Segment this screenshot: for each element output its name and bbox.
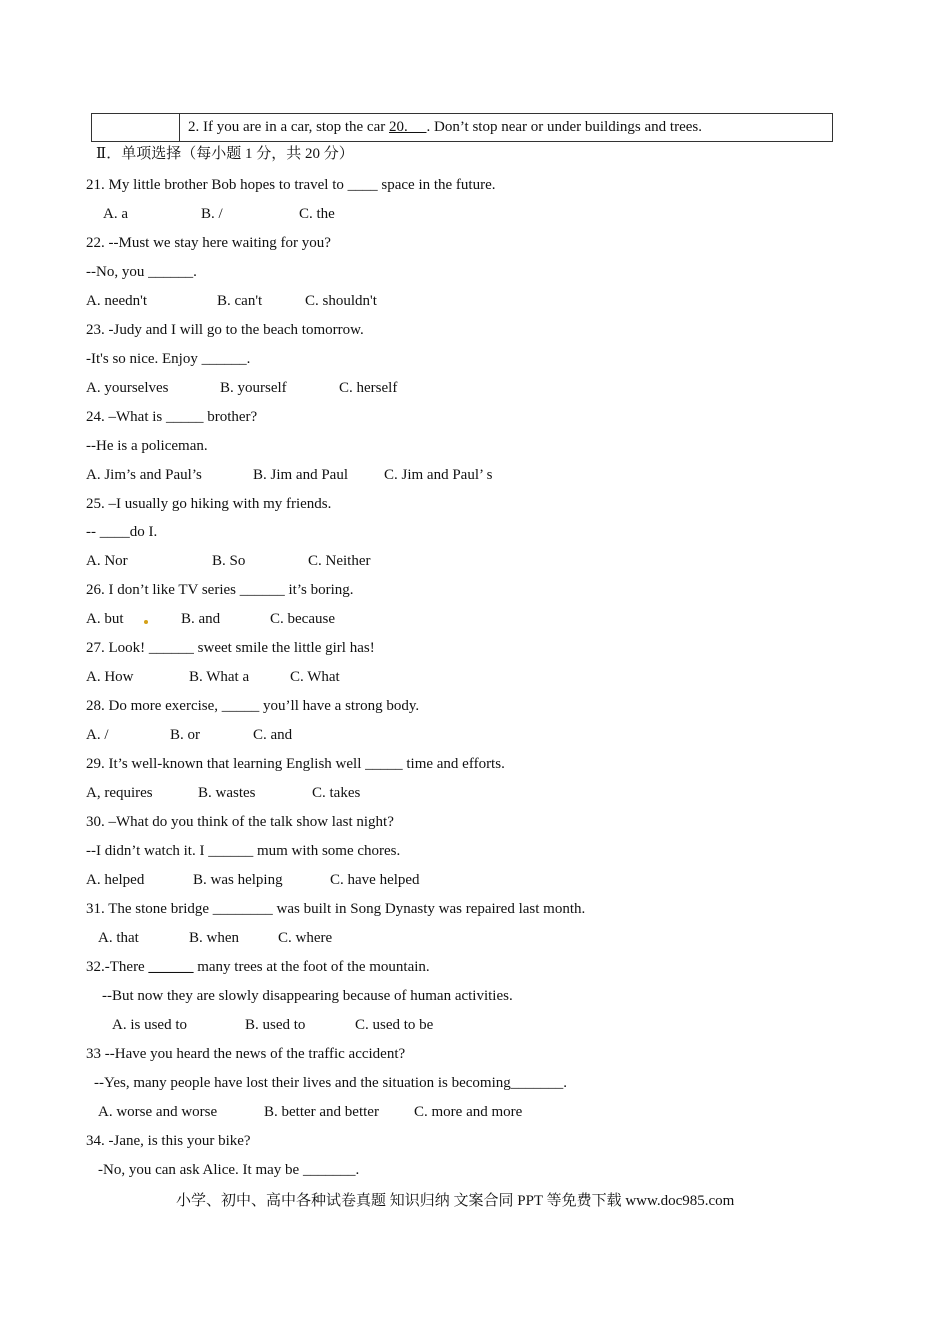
q32-stem <box>86 957 430 977</box>
q27-stem: 27. Look! ______ sweet smile the little girl has! <box>86 640 375 656</box>
q32-option-c: C. used to be <box>355 1017 434 1033</box>
q22-stem: 22. --Must we stay here waiting for you? <box>86 235 331 251</box>
q21-option-a: A. a <box>103 206 128 222</box>
q31-stem: 31. The stone bridge ________ was built in Song Dynasty was repaired last month. <box>86 901 586 917</box>
q24-option-a: A. Jim’s and Paul’s <box>86 467 202 483</box>
q24-stem: 24. –What is _____ brother? <box>86 409 258 425</box>
section-heading: Ⅱ．单项选择（每小题 1 分，共 20 分） <box>96 146 354 162</box>
q29-option-c: C. takes <box>312 785 361 801</box>
q21-option-c: C. the <box>299 206 335 222</box>
q33-option-c: C. more and more <box>414 1104 523 1120</box>
q21-stem: 21. My little brother Bob hopes to travel to ____ space in the future. <box>86 177 496 193</box>
table-text-after: . Don’t stop near or under buildings and trees. <box>426 119 702 135</box>
q30-reply: --I didn’t watch it. I ______ mum with some chores. <box>86 843 401 859</box>
q22-option-c: C. shouldn't <box>305 293 377 309</box>
q31-option-b: B. when <box>189 930 239 946</box>
q25-reply: -- ____do I. <box>86 524 158 540</box>
q27-option-b: B. What a <box>189 669 250 685</box>
q25-option-c: C. Neither <box>308 553 371 569</box>
q27-option-c: C. What <box>290 669 340 685</box>
q29-stem: 29. It’s well-known that learning English well _____ time and efforts. <box>86 756 505 772</box>
q32-stem-after: many trees at the foot of the mountain. <box>193 959 430 975</box>
q31-option-c: C. where <box>278 930 333 946</box>
q33-option-a: A. worse and worse <box>98 1104 218 1120</box>
q22-reply: --No, you ______. <box>86 264 197 280</box>
q24-option-b: B. Jim and Paul <box>253 467 349 483</box>
q22-option-b: B. can't <box>217 293 263 309</box>
q30-option-c: C. have helped <box>330 872 420 888</box>
q29-option-a: A, requires <box>86 785 153 801</box>
q29-option-b: B. wastes <box>198 785 256 801</box>
blank-20: 20. <box>388 119 427 135</box>
q32-option-b: B. used to <box>245 1017 306 1033</box>
q26-option-c: C. because <box>270 611 335 627</box>
q23-option-a: A. yourselves <box>86 380 169 396</box>
q27-option-a: A. How <box>86 669 134 685</box>
q32-blank: ______ <box>148 959 194 975</box>
q32-stem-before: 32.-There <box>86 959 149 975</box>
q30-stem: 30. –What do you think of the talk show last night? <box>86 814 394 830</box>
q25-option-b: B. So <box>212 553 246 569</box>
q23-reply: -It's so nice. Enjoy ______. <box>86 351 251 367</box>
q33-option-b: B. better and better <box>264 1104 379 1120</box>
q32-reply: --But now they are slowly disappearing because of human activities. <box>102 988 513 1004</box>
page-footer: 小学、初中、高中各种试卷真题 知识归纳 文案合同 PPT 等免费下载 www.doc985.com <box>176 1193 735 1209</box>
q21-option-b: B. / <box>201 206 223 222</box>
q31-option-a: A. that <box>98 930 139 946</box>
q30-option-b: B. was helping <box>193 872 283 888</box>
q33-reply: --Yes, many people have lost their lives and the situation is becoming_______. <box>94 1075 567 1091</box>
q23-option-b: B. yourself <box>220 380 287 396</box>
q23-stem: 23. -Judy and I will go to the beach tomorrow. <box>86 322 364 338</box>
q25-option-a: A. Nor <box>86 553 128 569</box>
q24-reply: --He is a policeman. <box>86 438 208 454</box>
table-left-cell <box>92 114 180 141</box>
q26-option-a: A. but <box>86 611 124 627</box>
table-text-before: 2. If you are in a car, stop the car <box>188 119 389 135</box>
q34-reply: -No, you can ask Alice. It may be _______. <box>98 1162 360 1178</box>
q23-option-c: C. herself <box>339 380 398 396</box>
q28-option-a: A. / <box>86 727 109 743</box>
q26-stem: 26. I don’t like TV series ______ it’s boring. <box>86 582 354 598</box>
q34-stem: 34. -Jane, is this your bike? <box>86 1133 251 1149</box>
q30-option-a: A. helped <box>86 872 145 888</box>
q26-option-b: B. and <box>181 611 221 627</box>
q25-stem: 25. –I usually go hiking with my friends. <box>86 496 332 512</box>
stray-mark <box>144 620 148 624</box>
q28-stem: 28. Do more exercise, _____ you’ll have a strong body. <box>86 698 420 714</box>
q33-stem: 33 --Have you heard the news of the traffic accident? <box>86 1046 406 1062</box>
q22-option-a: A. needn't <box>86 293 148 309</box>
q28-option-c: C. and <box>253 727 293 743</box>
q24-option-c: C. Jim and Paul’ s <box>384 467 493 483</box>
q28-option-b: B. or <box>170 727 200 743</box>
q32-option-a: A. is used to <box>112 1017 187 1033</box>
table-right-cell <box>180 114 832 141</box>
answer-table <box>91 113 833 142</box>
